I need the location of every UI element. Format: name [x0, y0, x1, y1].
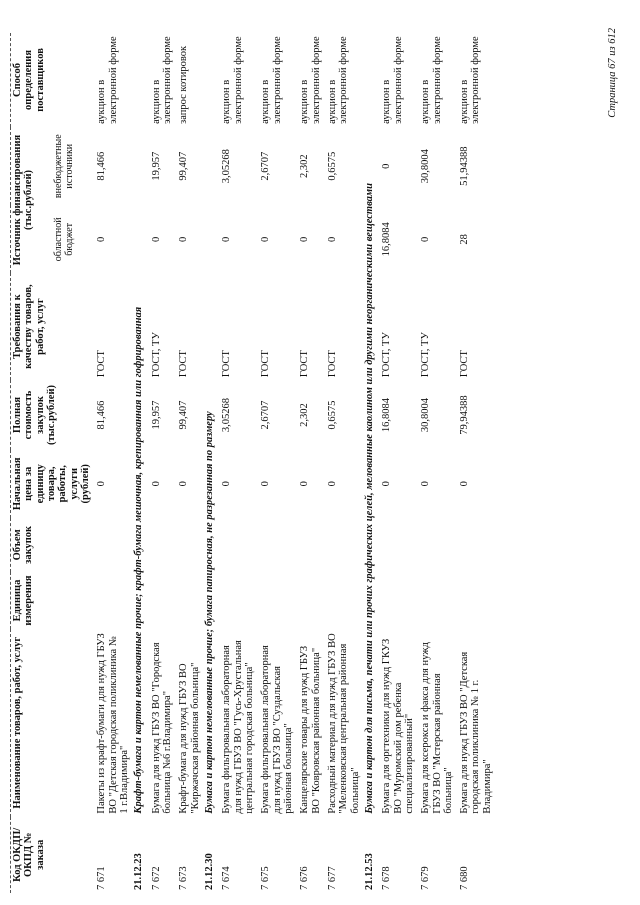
- cell-code: 7 678: [381, 866, 393, 890]
- cell-code: 7 677: [326, 866, 338, 890]
- cell-extra-sources: 0: [381, 163, 393, 169]
- cell-code: 7 680: [459, 866, 471, 890]
- cell-total-cost: 79,94388: [459, 395, 471, 435]
- cell-start-price: 0: [260, 481, 272, 487]
- cell-extra-sources: 3,05268: [221, 149, 233, 184]
- section-title: Бумага и картон немелованные прочие; бумага папиросная, не разрезанная по размеру: [203, 411, 215, 814]
- cell-method: аукцион в электронной форме: [459, 36, 482, 124]
- table-row: [295, 33, 323, 893]
- cell-unit: [174, 572, 202, 629]
- cell-requirements: ГОСТ: [96, 350, 108, 378]
- cell-requirements: ГОСТ, ТУ: [150, 332, 162, 378]
- cell-volume: [295, 518, 323, 573]
- cell-method: запрос котировок: [178, 45, 190, 124]
- procurement-table: [10, 33, 494, 893]
- cell-total-cost: 2,6707: [260, 400, 272, 430]
- cell-total-cost: 19,957: [150, 400, 162, 430]
- table-row: [256, 33, 295, 893]
- page-footer: Страница 67 из 612: [606, 28, 618, 118]
- cell-extra-sources: 0,6575: [326, 151, 338, 181]
- cell-extra-sources: 81,466: [96, 151, 108, 181]
- cell-code: 7 676: [299, 866, 311, 890]
- cell-volume: [174, 518, 202, 573]
- cell-name: Бумага фильтровальная лабораторная для нужд ГБУЗ ВО "Гусь-Хрустальная центральная городская больница": [221, 640, 255, 814]
- cell-regional-budget: 0: [299, 236, 311, 242]
- cell-method: аукцион в электронной форме: [299, 36, 322, 124]
- cell-requirements: ГОСТ, ТУ: [381, 332, 393, 378]
- cell-unit: [455, 572, 494, 629]
- cell-method: аукцион в электронной форме: [326, 36, 350, 124]
- section-row: [131, 33, 146, 893]
- cell-extra-sources: 19,957: [150, 151, 162, 181]
- cell-start-price: 0: [381, 481, 393, 487]
- table-body: [92, 33, 494, 893]
- cell-total-cost: 81,466: [96, 400, 108, 430]
- cell-code: 7 672: [150, 866, 162, 890]
- table-row: [416, 33, 455, 893]
- table-row: [147, 33, 175, 893]
- section-row: [362, 33, 377, 893]
- table-row: [174, 33, 202, 893]
- col-header-code: Код ОКДП/ ОКПД № заказа: [12, 827, 46, 882]
- cell-requirements: ГОСТ: [221, 350, 233, 378]
- cell-code: 7 674: [221, 866, 233, 890]
- cell-unit: [377, 572, 416, 629]
- cell-volume: [323, 518, 362, 573]
- cell-extra-sources: 30,8004: [420, 149, 432, 184]
- cell-volume: [455, 518, 494, 573]
- cell-method: аукцион в электронной форме: [221, 36, 244, 124]
- cell-volume: [217, 518, 256, 573]
- cell-name: Пакеты из крафт-бумаги для нужд ГБУЗ ВО "Детская городская поликлиника № 1 г.Владимира": [96, 633, 130, 814]
- cell-name: Бумага для нужд ГБУЗ ВО "Городская больница №6 г.Владимира": [150, 642, 173, 814]
- cell-regional-budget: 0: [326, 236, 338, 242]
- cell-volume: [256, 518, 295, 573]
- cell-name: Крафт-бумага для нужд ГБУЗ ВО "Киржачская районная больница": [178, 662, 201, 814]
- cell-total-cost: 30,8004: [420, 397, 432, 433]
- cell-volume: [416, 518, 455, 573]
- col-header-unit: Единица измерения: [12, 575, 35, 626]
- section-title: Крафт-бумага и картон немелованные прочие; крафт-бумага мешочная, крепированная или гофрированная: [133, 306, 145, 814]
- col-header-method: Способ определения поставщиков: [12, 48, 46, 112]
- section-code: 21.12.53: [363, 853, 375, 890]
- col-header-financing-regional: областной бюджет: [52, 217, 75, 262]
- cell-start-price: 0: [420, 481, 432, 487]
- cell-start-price: 0: [150, 481, 162, 487]
- cell-method: аукцион в электронной форме: [381, 36, 404, 124]
- cell-regional-budget: 0: [150, 236, 162, 242]
- col-header-start-price: Начальная цена за единицу товара, работы, услуги (рублей): [12, 457, 91, 511]
- cell-name: Расходный материал для нужд ГБУЗ ВО "Меленковская центральная районная больница": [326, 633, 361, 814]
- cell-regional-budget: 28: [459, 234, 471, 245]
- cell-name: Канцелярские товары для нужд ГБУЗ ВО "Ковровская районная больница": [299, 645, 322, 814]
- cell-unit: [416, 572, 455, 629]
- cell-extra-sources: 2,6707: [260, 151, 272, 181]
- cell-unit: [147, 572, 175, 629]
- cell-method: аукцион в электронной форме: [150, 36, 173, 124]
- cell-total-cost: 16,8084: [381, 397, 393, 433]
- section-code: 21.12.30: [203, 853, 215, 890]
- table-row: [217, 33, 256, 893]
- cell-name: Бумага фильтровальная лабораторная для нужд ГБУЗ ВО "Суздальская районная больница": [260, 645, 294, 814]
- cell-unit: [92, 572, 131, 629]
- section-row: [202, 33, 217, 893]
- cell-requirements: ГОСТ: [299, 350, 311, 378]
- cell-code: 7 671: [96, 866, 108, 890]
- cell-method: аукцион в электронной форме: [420, 36, 443, 124]
- cell-regional-budget: 16,8084: [381, 222, 393, 257]
- cell-unit: [323, 572, 362, 629]
- cell-requirements: ГОСТ, ТУ: [420, 332, 432, 378]
- col-header-name: Наименование товаров, работ, услуг: [12, 636, 23, 809]
- section-code: 21.12.23: [133, 853, 145, 890]
- cell-total-cost: 3,05268: [221, 397, 233, 433]
- cell-code: 7 679: [420, 866, 432, 890]
- cell-total-cost: 0,6575: [326, 400, 338, 430]
- cell-extra-sources: 99,407: [178, 151, 190, 181]
- cell-name: Бумага для ксерокса и факса для нужд ГБУЗ ВО "Мстерская районная больница": [420, 642, 454, 814]
- cell-extra-sources: 51,94388: [459, 146, 471, 186]
- cell-requirements: ГОСТ: [260, 350, 272, 378]
- cell-extra-sources: 2,302: [299, 154, 311, 179]
- cell-code: 7 675: [260, 866, 272, 890]
- table-row: [323, 33, 362, 893]
- col-header-financing-extra: внебюджетные источники: [52, 134, 75, 199]
- cell-regional-budget: 0: [178, 236, 190, 242]
- cell-unit: [256, 572, 295, 629]
- cell-name: Бумага для нужд ГБУЗ ВО "Детская городская поликлиника № 1 г. Владимира": [459, 651, 493, 814]
- col-header-financing: Источник финансирования (тыс.рублей): [12, 134, 35, 266]
- col-header-total-cost: Полная стоимость закупок (тыс.рублей): [12, 385, 57, 446]
- col-header-requirements: Требования к качеству товаров, работ, услуг: [12, 284, 46, 369]
- cell-start-price: 0: [96, 481, 108, 487]
- cell-start-price: 0: [221, 481, 233, 487]
- section-title: Бумага и картон для письма, печати или прочих графических целей, мелованные каолином или другими неорганическими веществами: [363, 183, 375, 814]
- col-header-volume: Объем закупок: [12, 525, 35, 564]
- table-row: [92, 33, 131, 893]
- cell-requirements: ГОСТ: [178, 350, 190, 378]
- cell-regional-budget: 0: [260, 236, 272, 242]
- cell-start-price: 0: [326, 481, 338, 487]
- cell-unit: [217, 572, 256, 629]
- cell-regional-budget: 0: [96, 236, 108, 242]
- cell-regional-budget: 0: [420, 236, 432, 242]
- cell-volume: [92, 518, 131, 573]
- cell-start-price: 0: [299, 481, 311, 487]
- cell-method: аукцион в электронной форме: [96, 36, 119, 124]
- table-row: [377, 33, 416, 893]
- cell-volume: [147, 518, 175, 573]
- cell-method: аукцион в электронной форме: [260, 36, 283, 124]
- cell-volume: [377, 518, 416, 573]
- cell-start-price: 0: [459, 481, 471, 487]
- cell-total-cost: 99,407: [178, 400, 190, 430]
- cell-requirements: ГОСТ: [459, 350, 471, 378]
- cell-start-price: 0: [178, 481, 190, 487]
- cell-name: Бумага для оргтехники для нужд ГКУЗ ВО "Муромский дом ребенка специализированный": [381, 638, 415, 814]
- table-row: [455, 33, 494, 893]
- cell-requirements: ГОСТ: [326, 350, 338, 378]
- cell-regional-budget: 0: [221, 236, 233, 242]
- cell-unit: [295, 572, 323, 629]
- cell-total-cost: 2,302: [299, 403, 311, 427]
- cell-code: 7 673: [178, 866, 190, 890]
